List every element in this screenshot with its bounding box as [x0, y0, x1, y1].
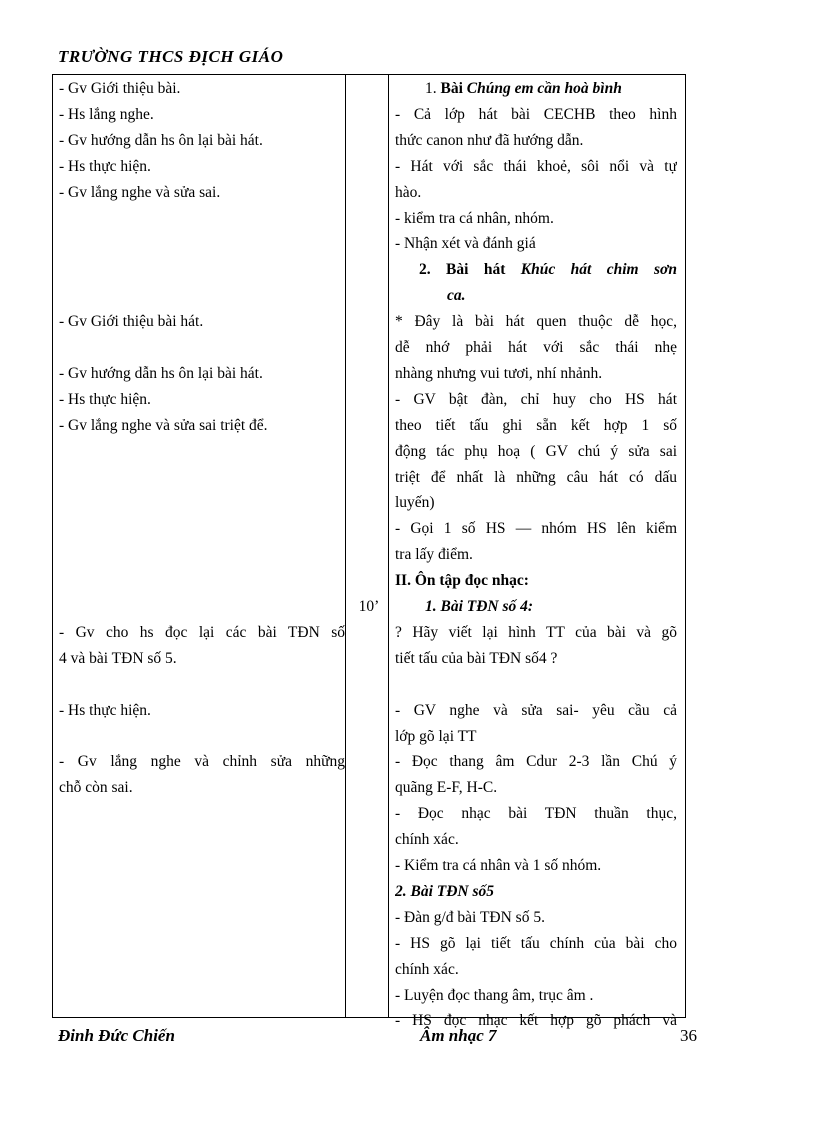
lesson-content-line: quãng E-F, H-C.: [395, 779, 498, 797]
lesson-content-line: [395, 283, 677, 309]
lesson-content-line: thức canon như đã hướng dẫn.: [395, 131, 584, 149]
lesson-content-line: lớp gõ lại TT: [395, 727, 477, 745]
lesson-content-line: - Gọi 1 số HS — nhóm HS lên kiểm: [395, 520, 677, 538]
lesson-content-line: [395, 257, 677, 283]
lesson-content-line: - Hát với sắc thái khoẻ, sôi nổi và tự: [395, 157, 677, 175]
lesson-content-line: * Đây là bài hát quen thuộc dễ học,: [395, 313, 677, 331]
lesson-content-line: chính xác.: [395, 960, 459, 978]
lesson-content-line: dễ nhớ phải hát với sắc thái nhẹ: [395, 339, 677, 356]
lesson-content-line: hào.: [395, 183, 422, 201]
lesson-content-line: - Nhận xét và đánh giá: [395, 235, 536, 253]
teacher-activity-line: - Gv lắng nghe và chỉnh sửa những: [59, 753, 345, 771]
time-allocation: 10’: [358, 598, 380, 615]
lesson-content-line: ? Hãy viết lại hình TT của bài và gõ: [395, 623, 677, 641]
teacher-activity-line: - Hs thực hiện.: [59, 701, 151, 719]
teacher-activity-line: - Gv hướng dẫn hs ôn lại bài hát.: [59, 364, 263, 382]
subject-name: Âm nhạc 7: [420, 1026, 497, 1045]
column-divider-right: [388, 75, 389, 1017]
lesson-content-line: [395, 76, 677, 102]
teacher-activity-line: - Gv Giới thiệu bài hát.: [59, 313, 204, 331]
teacher-activity-line: - Hs thực hiện.: [59, 390, 151, 408]
lesson-content-line: luyến): [395, 494, 435, 512]
lesson-content-line: - GV nghe và sửa sai- yêu cầu cả: [395, 701, 677, 719]
lesson-content-line-segment: 2. Bài TĐN số5: [395, 882, 495, 900]
teacher-activity-line: - Gv cho hs đọc lại các bài TĐN số: [59, 623, 345, 641]
school-header: TRƯỜNG THCS ĐỊCH GIÁO: [58, 47, 284, 66]
lesson-content-line: [395, 568, 677, 594]
lesson-content-line: theo tiết tấu ghi sẵn kết hợp 1 số: [395, 416, 677, 434]
lesson-content-line: - Luyện đọc thang âm, trục âm .: [395, 986, 594, 1004]
teacher-activity-line: - Gv lắng nghe và sửa sai.: [59, 183, 221, 201]
lesson-content-line: - Cả lớp hát bài CECHB theo hình: [395, 105, 677, 123]
lesson-content-line-segment: 1.: [425, 80, 441, 97]
teacher-activity-line: - Gv hướng dẫn hs ôn lại bài hát.: [59, 131, 263, 149]
lesson-content-line: tiết tấu của bài TĐN số4 ?: [395, 649, 558, 667]
lesson-content-line: triệt để nhất là những câu hát có dấu: [395, 468, 677, 486]
lesson-content-line: [395, 879, 677, 905]
lesson-content-line-segment: Bài: [440, 80, 467, 97]
lesson-content-line: nhàng nhưng vui tươi, nhí nhảnh.: [395, 364, 603, 382]
page-number: 36: [680, 1026, 697, 1045]
lesson-table: [52, 74, 686, 1030]
lesson-content-line: - Đọc nhạc bài TĐN thuần thục,: [395, 805, 677, 823]
teacher-activity-line: - Gv Giới thiệu bài.: [59, 80, 181, 97]
teacher-activity-line: - Hs lắng nghe.: [59, 105, 154, 123]
author-name: Đinh Đức Chiến: [58, 1026, 175, 1045]
lesson-content-line: chính xác.: [395, 831, 459, 849]
lesson-content-line-segment: Khúc hát chim sơn: [520, 261, 677, 279]
lesson-content-line-segment: 1. Bài TĐN số 4:: [425, 598, 534, 615]
lesson-content-line: - Đọc thang âm Cdur 2-3 lần Chú ý: [395, 753, 677, 771]
lesson-content-line: - GV bật đàn, chỉ huy cho HS hát: [395, 390, 677, 408]
lesson-content-line: động tác phụ hoạ ( GV chú ý sửa sai: [395, 442, 677, 460]
lesson-content-line-segment: ca.: [447, 287, 466, 305]
lesson-content-line-segment: Chúng em cần hoà bình: [466, 80, 622, 97]
teacher-activity-line: - Hs thực hiện.: [59, 157, 151, 175]
column-divider-left: [345, 75, 346, 1017]
lesson-content-line: - HS đọc nhạc kết hợp gõ phách và: [395, 1012, 677, 1030]
lesson-content-line-segment: 2. Bài hát: [419, 261, 521, 279]
lesson-content-line: - kiểm tra cá nhân, nhóm.: [395, 209, 554, 227]
teacher-activity-line: 4 và bài TĐN số 5.: [59, 649, 177, 667]
teacher-activity-line: - Gv lắng nghe và sửa sai triệt để.: [59, 416, 268, 434]
lesson-content-line: - HS gõ lại tiết tấu chính của bài cho: [395, 934, 677, 952]
teacher-activity-line: chỗ còn sai.: [59, 779, 133, 797]
lesson-content-line: [395, 594, 677, 620]
lesson-content-line: - Đàn g/đ bài TĐN số 5.: [395, 908, 545, 926]
lesson-content-line-segment: II. Ôn tập đọc nhạc:: [395, 572, 529, 590]
lesson-content-line: tra lấy điểm.: [395, 546, 473, 564]
lesson-content-line: - Kiểm tra cá nhân và 1 số nhóm.: [395, 857, 602, 874]
